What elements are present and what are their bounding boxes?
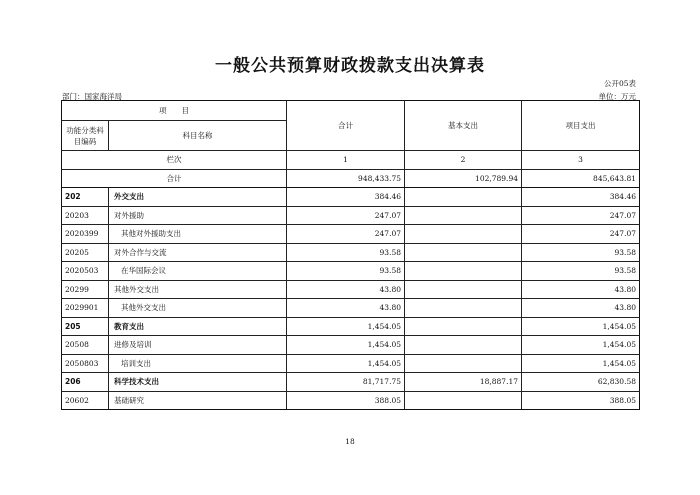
unit-label: 单位：万元	[598, 92, 636, 101]
form-number: 公开05表	[603, 79, 636, 88]
row-total: 247.07	[287, 225, 405, 244]
table-row	[62, 262, 640, 281]
row-total: 93.58	[287, 243, 405, 262]
row-basic	[405, 317, 522, 336]
row-proj: 1,454.05	[522, 317, 640, 336]
row-proj: 93.58	[522, 243, 640, 262]
row-total: 384.46	[287, 188, 405, 207]
row-code: 2020503	[62, 262, 109, 281]
row-name: 其他外交支出	[109, 280, 287, 299]
row-total: 1,454.05	[287, 354, 405, 373]
row-code: 202	[62, 188, 109, 207]
row-name: 外交支出	[109, 188, 287, 207]
row-proj: 388.05	[522, 391, 640, 410]
row-basic	[405, 206, 522, 225]
row-basic	[405, 225, 522, 244]
row-basic	[405, 354, 522, 373]
row-name: 在华国际会议	[109, 262, 287, 281]
row-code: 206	[62, 373, 109, 392]
row-total: 388.05	[287, 391, 405, 410]
table-row	[62, 373, 640, 392]
seq-1: 1	[287, 151, 405, 170]
page-number: 18	[345, 437, 355, 446]
table-row	[62, 391, 640, 410]
row-name: 教育支出	[109, 317, 287, 336]
row-proj: 247.07	[522, 206, 640, 225]
row-code: 20602	[62, 391, 109, 410]
row-proj: 62,830.58	[522, 373, 640, 392]
header-project: 项 目	[62, 101, 287, 121]
table-row	[62, 243, 640, 262]
header-proj: 项目支出	[522, 101, 640, 151]
row-code: 205	[62, 317, 109, 336]
row-code: 20299	[62, 280, 109, 299]
header-func-code: 功能分类科目编码	[62, 121, 109, 151]
table-row	[62, 317, 640, 336]
row-code: 20203	[62, 206, 109, 225]
row-basic	[405, 243, 522, 262]
row-basic	[405, 280, 522, 299]
row-basic	[405, 391, 522, 410]
row-total: 81,717.75	[287, 373, 405, 392]
table-row	[62, 225, 640, 244]
row-name: 科学技术支出	[109, 373, 287, 392]
row-total: 1,454.05	[287, 317, 405, 336]
row-code: 20205	[62, 243, 109, 262]
seq-label: 栏次	[62, 151, 287, 170]
row-total: 247.07	[287, 206, 405, 225]
table-row	[62, 299, 640, 318]
row-proj: 43.80	[522, 299, 640, 318]
row-proj: 1,454.05	[522, 336, 640, 355]
row-name: 进修及培训	[109, 336, 287, 355]
row-total: 43.80	[287, 280, 405, 299]
row-total: 93.58	[287, 262, 405, 281]
row-basic	[405, 336, 522, 355]
row-code: 2029901	[62, 299, 109, 318]
table-row	[62, 354, 640, 373]
row-proj: 384.46	[522, 188, 640, 207]
row-basic: 18,887.17	[405, 373, 522, 392]
row-name: 对外援助	[109, 206, 287, 225]
expenditure-table	[61, 100, 640, 410]
header-basic: 基本支出	[405, 101, 522, 151]
table-row	[62, 280, 640, 299]
row-code: 20508	[62, 336, 109, 355]
header-item-name: 科目名称	[109, 121, 287, 151]
page-title: 一般公共预算财政拨款支出决算表	[215, 56, 485, 76]
sum-label: 合计	[62, 169, 287, 188]
row-proj: 93.58	[522, 262, 640, 281]
row-total: 43.80	[287, 299, 405, 318]
row-basic	[405, 299, 522, 318]
row-name: 其他外交支出	[109, 299, 287, 318]
row-name: 其他对外援助支出	[109, 225, 287, 244]
row-name: 对外合作与交流	[109, 243, 287, 262]
table-row	[62, 188, 640, 207]
row-code: 2050803	[62, 354, 109, 373]
row-name: 培训支出	[109, 354, 287, 373]
row-name: 基础研究	[109, 391, 287, 410]
seq-2: 2	[405, 151, 522, 170]
table-row	[62, 206, 640, 225]
row-proj: 43.80	[522, 280, 640, 299]
row-basic	[405, 262, 522, 281]
row-basic	[405, 188, 522, 207]
table-row	[62, 336, 640, 355]
row-proj: 247.07	[522, 225, 640, 244]
department-label: 部门：国家海洋局	[62, 92, 122, 101]
sum-proj: 845,643.81	[522, 169, 640, 188]
row-total: 1,454.05	[287, 336, 405, 355]
sum-basic: 102,789.94	[405, 169, 522, 188]
header-total: 合计	[287, 101, 405, 151]
row-proj: 1,454.05	[522, 354, 640, 373]
seq-3: 3	[522, 151, 640, 170]
sum-total: 948,433.75	[287, 169, 405, 188]
row-code: 2020399	[62, 225, 109, 244]
